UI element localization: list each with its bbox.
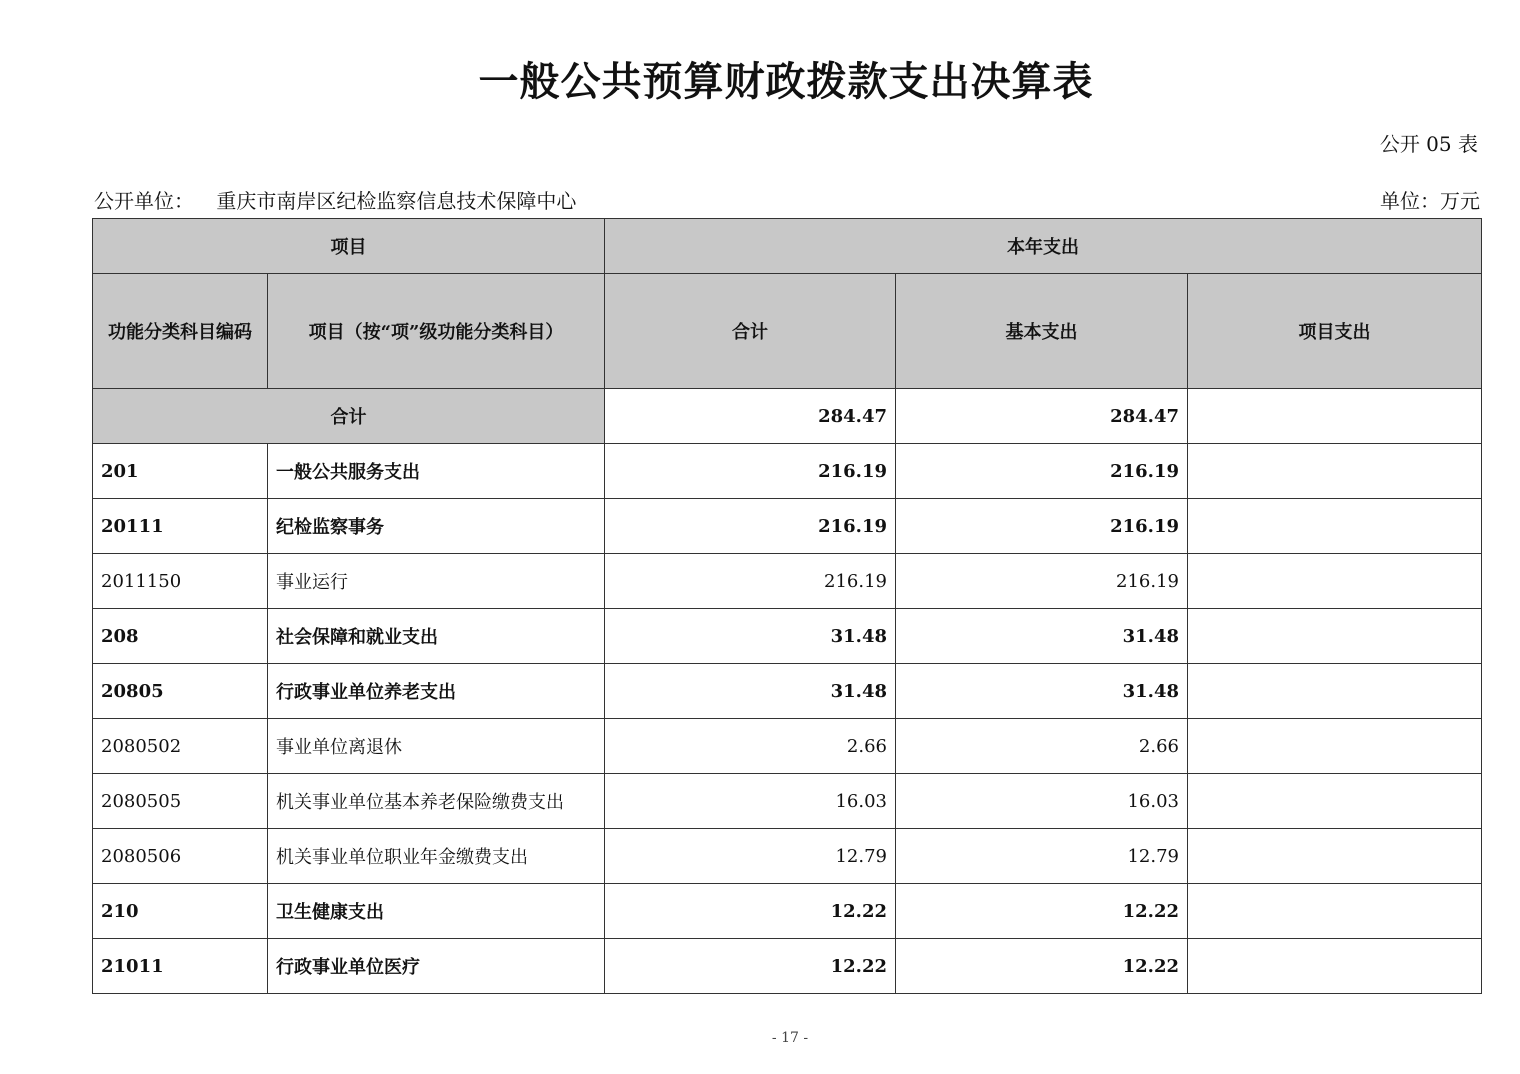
row-total: 12.22 (605, 884, 896, 939)
row-name: 行政事业单位医疗 (268, 939, 605, 994)
row-name: 社会保障和就业支出 (268, 609, 605, 664)
row-code: 2080506 (93, 829, 268, 884)
row-basic: 12.79 (896, 829, 1188, 884)
row-basic: 2.66 (896, 719, 1188, 774)
row-total: 12.22 (605, 939, 896, 994)
header-current-year: 本年支出 (605, 219, 1482, 274)
row-total: 31.48 (605, 664, 896, 719)
header-total: 合计 (605, 274, 896, 389)
row-name: 卫生健康支出 (268, 884, 605, 939)
row-basic: 216.19 (896, 444, 1188, 499)
total-amount: 284.47 (605, 389, 896, 444)
row-basic: 216.19 (896, 499, 1188, 554)
row-project (1188, 444, 1482, 499)
row-total: 2.66 (605, 719, 896, 774)
row-total: 12.79 (605, 829, 896, 884)
row-basic: 31.48 (896, 664, 1188, 719)
row-total: 16.03 (605, 774, 896, 829)
table-row (93, 884, 1482, 939)
row-name: 机关事业单位职业年金缴费支出 (268, 829, 605, 884)
row-code: 2080502 (93, 719, 268, 774)
row-code: 2080505 (93, 774, 268, 829)
row-project (1188, 609, 1482, 664)
header-code: 功能分类科目编码 (93, 274, 268, 389)
row-basic: 216.19 (896, 554, 1188, 609)
table-row (93, 774, 1482, 829)
header-row-2 (93, 274, 1482, 389)
header-item-detail: 项目（按“项”级功能分类科目） (268, 274, 605, 389)
row-basic: 16.03 (896, 774, 1188, 829)
row-project (1188, 664, 1482, 719)
row-project (1188, 829, 1482, 884)
table-row (93, 719, 1482, 774)
row-total: 216.19 (605, 499, 896, 554)
row-basic: 12.22 (896, 884, 1188, 939)
form-number: 公开 05 表 (1379, 132, 1478, 156)
row-project (1188, 774, 1482, 829)
total-label: 合计 (93, 389, 605, 444)
page-number: - 17 - (771, 1030, 809, 1046)
header-project: 项目支出 (1188, 274, 1482, 389)
row-code: 21011 (93, 939, 268, 994)
row-code: 208 (93, 609, 268, 664)
table-row (93, 939, 1482, 994)
row-project (1188, 554, 1482, 609)
total-project (1188, 389, 1482, 444)
organization (94, 185, 576, 214)
row-name: 行政事业单位养老支出 (268, 664, 605, 719)
row-name: 事业单位离退休 (268, 719, 605, 774)
row-project (1188, 719, 1482, 774)
row-code: 201 (93, 444, 268, 499)
row-project (1188, 884, 1482, 939)
budget-table (92, 218, 1482, 994)
unit-info-row (94, 185, 1480, 213)
row-basic: 31.48 (896, 609, 1188, 664)
row-basic: 12.22 (896, 939, 1188, 994)
total-row (93, 389, 1482, 444)
row-total: 216.19 (605, 554, 896, 609)
organization-label: 公开单位： (94, 189, 194, 213)
header-item: 项目 (93, 219, 605, 274)
row-project (1188, 499, 1482, 554)
row-code: 20111 (93, 499, 268, 554)
row-name: 纪检监察事务 (268, 499, 605, 554)
row-project (1188, 939, 1482, 994)
organization-name: 重庆市南岸区纪检监察信息技术保障中心 (216, 189, 577, 213)
header-row-1 (93, 219, 1482, 274)
table-row (93, 554, 1482, 609)
currency-unit: 单位：万元 (1380, 189, 1480, 213)
row-code: 210 (93, 884, 268, 939)
table-row (93, 499, 1482, 554)
row-total: 216.19 (605, 444, 896, 499)
table-row (93, 444, 1482, 499)
row-total: 31.48 (605, 609, 896, 664)
header-basic: 基本支出 (896, 274, 1188, 389)
table-row (93, 609, 1482, 664)
row-code: 20805 (93, 664, 268, 719)
row-name: 机关事业单位基本养老保险缴费支出 (268, 774, 605, 829)
row-name: 事业运行 (268, 554, 605, 609)
table-row (93, 664, 1482, 719)
row-name: 一般公共服务支出 (268, 444, 605, 499)
page-title: 一般公共预算财政拨款支出决算表 (478, 58, 1094, 105)
table-row (93, 829, 1482, 884)
total-basic: 284.47 (896, 389, 1188, 444)
row-code: 2011150 (93, 554, 268, 609)
